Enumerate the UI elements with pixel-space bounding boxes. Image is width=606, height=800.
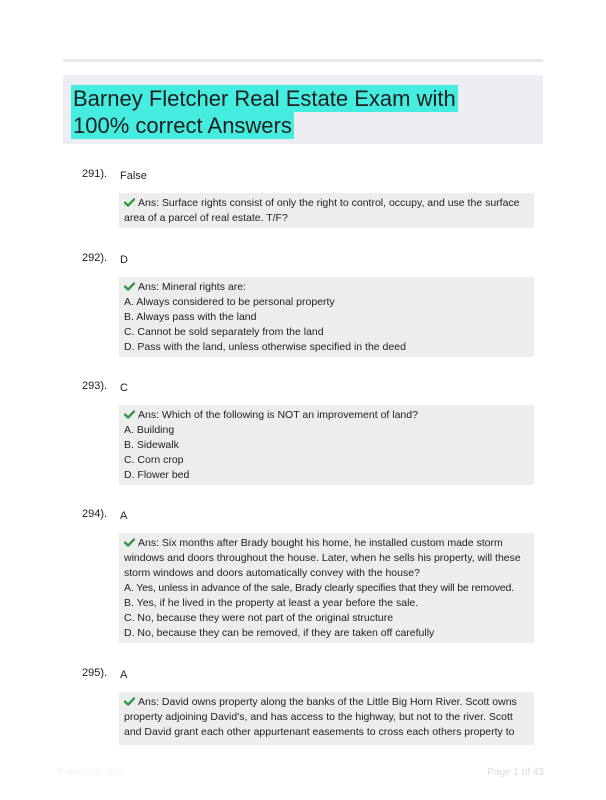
question-number: 293). bbox=[82, 380, 108, 392]
answer-option: D. No, because they can be removed, if they are taken off carefully bbox=[124, 627, 435, 639]
answer-option: C. Corn crop bbox=[124, 454, 184, 466]
top-divider bbox=[63, 59, 543, 62]
answer-option: B. Sidewalk bbox=[124, 439, 179, 451]
answer-option: B. Always pass with the land bbox=[124, 311, 257, 323]
answer-option: C. No, because they were not part of the original structure bbox=[124, 612, 394, 624]
question-answer: D bbox=[120, 254, 128, 266]
question-answer: A bbox=[120, 669, 128, 681]
question-number: 294). bbox=[82, 508, 108, 520]
question-box bbox=[119, 533, 534, 643]
question-number: 295). bbox=[82, 667, 108, 679]
check-icon bbox=[124, 198, 135, 207]
question-number: 291). bbox=[82, 168, 108, 180]
question-text: Ans: Which of the following is NOT an improvement of land? bbox=[124, 408, 530, 423]
title-block bbox=[63, 75, 543, 144]
question-answer: C bbox=[120, 382, 128, 394]
question-answer: False bbox=[120, 170, 147, 182]
question-text: Ans: Six months after Brady bought his home, he installed custom made storm windows and doors throughout the house. Later, when he sells his property, will these storm windows and doors automatically convey with the house? bbox=[124, 537, 521, 579]
check-icon bbox=[124, 410, 135, 419]
check-icon bbox=[124, 538, 135, 547]
question-text: Ans: David owns property along the banks of the Little Big Horn River. Scott owns property adjoining David's, and has access to the highway, but not to the river. Scott and David grant each other appurtenant easements to cross each others property to bbox=[124, 696, 517, 738]
answer-option: A. Building bbox=[124, 424, 175, 436]
footer-watermark: Papertftllc.com bbox=[58, 767, 125, 778]
question-box bbox=[119, 277, 534, 357]
question-text: Ans: Mineral rights are: bbox=[124, 280, 530, 295]
answer-option: D. Flower bed bbox=[124, 469, 190, 481]
answer-option: A. Yes, unless in advance of the sale, Brady clearly specifies that they will be removed. bbox=[124, 582, 514, 594]
check-icon bbox=[124, 697, 135, 706]
document-title: Barney Fletcher Real Estate Exam with 100% correct Answers bbox=[73, 86, 456, 138]
question-box bbox=[119, 405, 534, 485]
page-indicator: Page 1 of 43 bbox=[487, 767, 544, 778]
question-answer: A bbox=[120, 510, 128, 522]
answer-option: D. Pass with the land, unless otherwise specified in the deed bbox=[124, 341, 406, 353]
answer-option: B. Yes, if he lived in the property at least a year before the sale. bbox=[124, 597, 419, 609]
answer-option: A. Always considered to be personal property bbox=[124, 296, 335, 308]
question-text: Ans: Surface rights consist of only the right to control, occupy, and use the surface area of a parcel of real estate. T/F? bbox=[124, 197, 520, 224]
question-box bbox=[119, 193, 534, 228]
check-icon bbox=[124, 282, 135, 291]
answer-option: C. Cannot be sold separately from the land bbox=[124, 326, 324, 338]
question-box bbox=[119, 692, 534, 745]
question-number: 292). bbox=[82, 252, 108, 264]
